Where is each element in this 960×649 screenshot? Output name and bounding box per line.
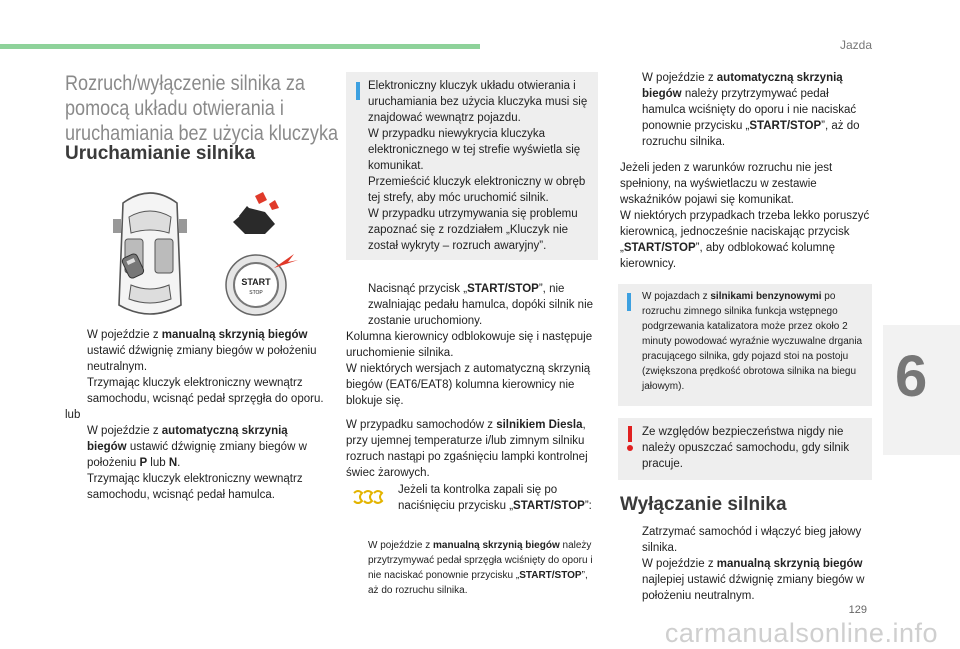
bullet-text: W pojeździe z manualną skrzynią biegów należy przytrzymywać pedał sprzęgła wciśnięty do oporu i nie naciskać ponownie przycisku „START/STOP”, aż do rozruchu silnika.: [368, 540, 593, 596]
mirror-right: [179, 219, 187, 233]
col2-body: [346, 281, 598, 481]
title-line: uruchamiania bez użycia kluczyka: [65, 122, 339, 145]
bullet-text: W pojeździe z automatyczną skrzynią biegów ustawić dźwignię zmiany biegów w położeniu P lub N.: [87, 425, 307, 469]
info-line: W przypadku utrzymywania się problemu zapoznać się z rozdziałem „Kluczyk nie został wykryty – rozruch awaryjny”.: [368, 208, 578, 252]
stop-label: STOP: [249, 290, 263, 296]
col3-stop-list: [620, 524, 874, 604]
bullet-text: W pojeździe z manualną skrzynią biegów ustawić dźwignię zmiany biegów w położeniu neutralnym.: [87, 329, 317, 373]
bullet-text: Trzymając kluczyk elektroniczny wewnątrz samochodu, wcisnąć pedał sprzęgła do oporu.: [87, 377, 324, 405]
list-item: [65, 423, 327, 471]
paragraph: W przypadku samochodów z silnikiem Diesla, przy ujemnej temperaturze i/lub zimnym silniku rozruch nastąpi po zgaśnięciu lampki kontrolnej świec żarowych.: [346, 419, 588, 479]
info-icon: [627, 293, 631, 311]
mirror-left: [113, 219, 121, 233]
info-line: W przypadku niewykrycia kluczyka elektronicznego w tej strefie wyświetla się komunikat.: [368, 128, 581, 172]
list-item: [346, 281, 598, 329]
press-arrow-icon: [255, 192, 267, 204]
press-arrow-icon: [274, 254, 298, 268]
col1-instructions: [65, 327, 327, 503]
col2-manual-note: [346, 538, 600, 598]
start-label: START: [241, 277, 271, 287]
lamp-text: Jeżeli ta kontrolka zapali się po naciśnięciu przycisku „START/STOP”:: [398, 484, 592, 512]
watermark: carmanualsonline.info: [664, 618, 938, 648]
list-item: [620, 70, 872, 150]
header-accent-bar: [0, 44, 480, 49]
list-item: [65, 375, 327, 407]
warning-text: Ze względów bezpieczeństwa nigdy nie należy opuszczać samochodu, gdy silnik pracuje.: [642, 426, 850, 470]
subtitle-start: Uruchamianie silnika: [65, 143, 256, 164]
paragraph: W niektórych wersjach z automatyczną skrzynią biegów (EAT6/EAT8) kolumna kierownicy nie blokuje się.: [346, 363, 591, 407]
warning-icon: [628, 426, 632, 442]
page-number: 129: [848, 604, 867, 616]
title-line: pomocą układu otwierania i: [65, 97, 284, 120]
bullet-text: W pojeździe z manualną skrzynią biegów najlepiej ustawić dźwignię zmiany biegów w położeniu neutralnym.: [642, 558, 865, 602]
bullet-text: Zatrzymać samochód i włączyć bieg jałowy silnika.: [642, 526, 862, 554]
start-stop-button-icon: [222, 250, 302, 320]
info-box-key: [346, 72, 598, 260]
paragraph: W niektórych przypadkach trzeba lekko poruszyć kierownicą, jednocześnie naciskając przycisk „START/STOP”, aby odblokować kolumnę kierownicy.: [620, 210, 870, 270]
warning-box: [618, 418, 872, 480]
bullet-text: W pojeździe z automatyczną skrzynią biegów należy przytrzymywać pedał hamulca wciśnięty do oporu i nie naciskać ponownie przycisku „START/STOP”, aż do rozruchu silnika.: [642, 72, 860, 148]
paragraph: Jeżeli jeden z warunków rozruchu nie jest spełniony, na wyświetlaczu w zestawie wskaźników pojawi się komunikat.: [620, 162, 833, 206]
list-item: [65, 327, 327, 375]
or-label: lub: [65, 409, 81, 421]
info-line: Przemieścić kluczyk elektroniczny w obręb tej strefy, aby móc uruchomić silnik.: [368, 176, 586, 204]
list-item: [65, 471, 327, 503]
info-icon: [356, 82, 360, 100]
info-box-petrol: [618, 284, 872, 406]
chapter-number: 6: [895, 344, 928, 409]
paragraph: Kolumna kierownicy odblokowuje się i następuje uruchomienie silnika.: [346, 331, 593, 359]
car-key-zone-illustration: [95, 185, 205, 325]
list-item: [620, 524, 874, 556]
subtitle-stop: Wyłączanie silnika: [620, 494, 787, 515]
title-line: Rozruch/wyłączenie silnika za: [65, 72, 305, 95]
bullet-text: Trzymając kluczyk elektroniczny wewnątrz samochodu, wcisnąć pedał hamulca.: [87, 473, 303, 501]
hand-press-icon: [225, 190, 285, 240]
page-title: [65, 71, 339, 146]
info-line: Elektroniczny kluczyk układu otwierania i uruchamiania bez użycia kluczyka musi się znajdować wewnątrz pojazdu.: [368, 80, 588, 124]
bullet-text: Nacisnąć przycisk „START/STOP”, nie zwalniając pedału hamulca, dopóki silnik nie zostanie uruchomiony.: [368, 283, 594, 327]
section-label: Jazda: [839, 38, 872, 52]
col3-body: [620, 70, 872, 272]
info-text: W pojazdach z silnikami benzynowymi po rozruchu zimnego silnika funkcja wstępnego podgrzewania katalizatora może przez około 2 minuty powodować wyraźnie wyczuwalne drgania pracującego silnika, gdy pojazd stoi na postoju (zwiększona prędkość obrotowa silnika na biegu jałowym).: [642, 291, 863, 392]
list-item: [620, 556, 874, 604]
list-item: [346, 538, 600, 598]
glow-plug-warning-icon: [352, 489, 384, 507]
